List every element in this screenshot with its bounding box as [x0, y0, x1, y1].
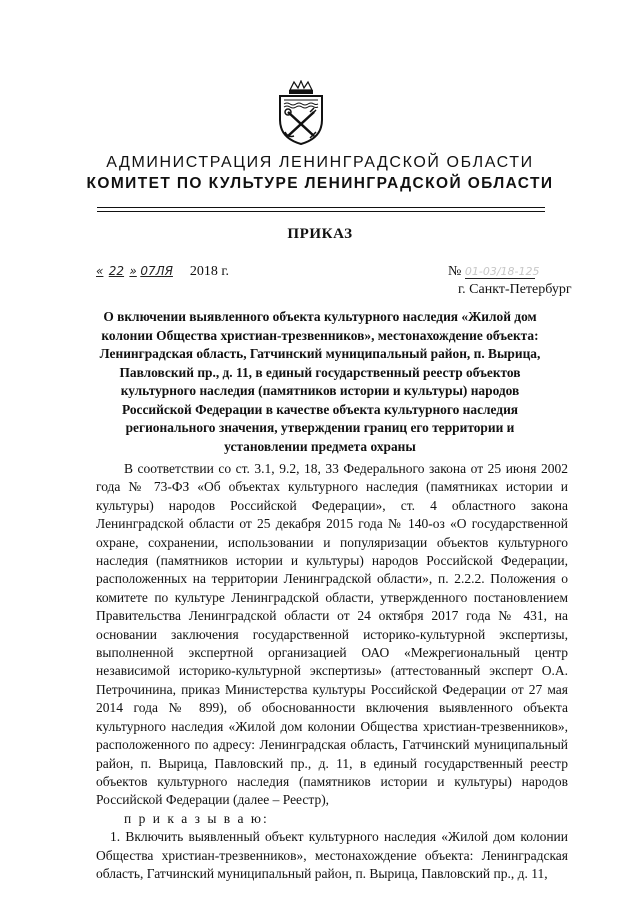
- document-body: [96, 460, 568, 883]
- number-value: 01-03/18-125: [464, 265, 540, 278]
- committee-title: КОМИТЕТ ПО КУЛЬТУРЕ ЛЕНИНГРАДСКОЙ ОБЛАСТИ: [86, 175, 554, 192]
- document-date: [96, 264, 229, 280]
- order-item-1: 1. Включить выявленный объект культурного наследия «Жилой дом колонии Общества христиан-трезвенников», местонахождение объекта: Ленинградская область, Гатчинский муниципальный район, п. Вырица, Павловский пр., д. 11,: [96, 829, 568, 881]
- document-type: ПРИКАЗ: [287, 226, 353, 242]
- preamble-paragraph: В соответствии со ст. 3.1, 9.2, 18, 33 Федерального закона от 25 июня 2002 года № 73-ФЗ «Об объектах культурного наследия (памятниках истории и культуры) народов Российской Федерации», ст. 4 областного закона Ленинградской области от 25 декабря 2015 года № 140-оз «О государственной охране, сохранении, использовании и популяризации объектов культурного наследия (памятников истории и культуры) народов Российской Федерации, расположенных на территории Ленинградской области», п. 2.2.2. Положения о комитете по культуре Ленинградской области, утвержденного постановлением Правительства Ленинградской области от 24 октября 2017 года № 431, на основании заключения государственной историко-культурной экспертизы, выполненной экспертной организацией ОАО «Межрегиональный центр независимой историко-культурной экспертизы» (аттестованный эксперт О.А. Петрочинина, приказ Министерства культуры Российской Федерации от 27 мая 2014 года № 899), об обоснованности включения выявленного объекта культурного наследия «Жилой дом колонии Общества христиан-трезвенников», расположенного по адресу: Ленинградская область, Гатчинский муниципальный район, п. Вырица, Павловский пр., д. 11, в единый государственный реестр объектов культурного наследия (памятников истории и культуры) народов Российской Федерации (далее – Реестр),: [96, 461, 568, 808]
- number-prefix: №: [448, 264, 462, 279]
- document-title: О включении выявленного объекта культурного наследия «Жилой дом колонии Общества христиан-трезвенников», местонахождение объекта: Ленинградская область, Гатчинский муниципальный район, п. Вырица, Павловский пр., д. 11, в единый государственный реестр объектов культурного наследия (памятников истории и культуры) народов Российской Федерации в качестве объекта культурного наследия регионального значения, утверждении границ его территории и установлении предмета охраны: [99, 309, 541, 454]
- organization-title: АДМИНИСТРАЦИЯ ЛЕНИНГРАДСКОЙ ОБЛАСТИ: [106, 154, 534, 171]
- header-rule-thick: [97, 207, 545, 208]
- date-month: 07ЛЯ: [140, 264, 173, 278]
- date-open-quote: «: [96, 264, 104, 278]
- document-number: [448, 264, 540, 280]
- orders-word: п р и к а з ы в а ю:: [124, 810, 269, 826]
- header-rule-thin: [97, 211, 545, 212]
- document-city: г. Санкт-Петербург: [458, 282, 572, 297]
- date-day: 22: [108, 264, 125, 278]
- date-year: 2018 г.: [189, 264, 229, 279]
- date-close-quote: »: [129, 264, 137, 278]
- coat-of-arms-icon: [272, 80, 330, 146]
